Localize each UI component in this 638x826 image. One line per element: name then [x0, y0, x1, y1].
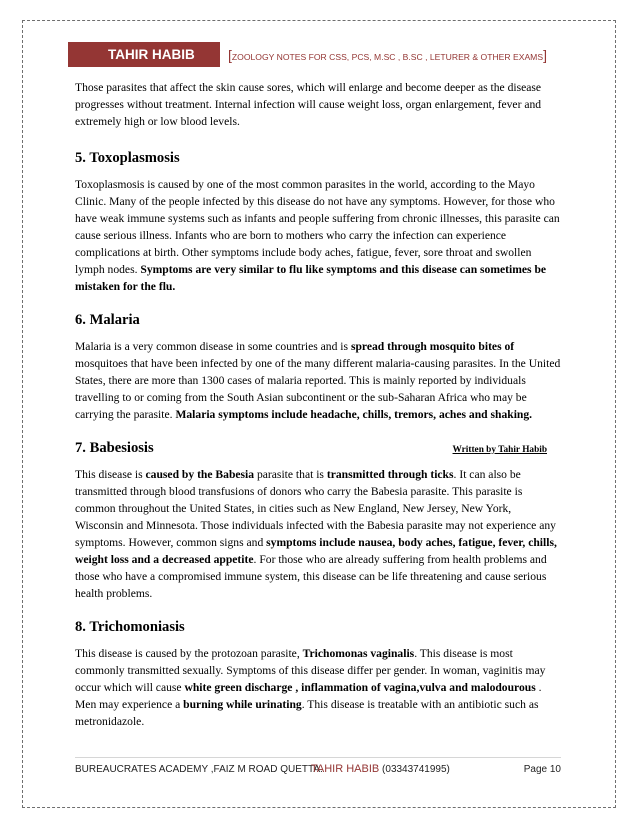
footer-contact: [311, 763, 450, 775]
bold-text-run: Trichomonas vaginalis: [302, 647, 415, 660]
bold-text-run: white green discharge , inflammation of vagina,vulva and malodourous: [184, 681, 536, 694]
document-body: [75, 79, 561, 730]
heading-row-babesiosis: [75, 438, 561, 458]
text-run: . This disease is most commonly transmitted sexually. Symptoms of this disease differ per gender. In woman, vaginitis may occur which will cause: [75, 647, 546, 694]
bold-text-run: symptoms include nausea, body aches, fatigue, fever, chills, weight loss and a decreased appetite: [75, 536, 557, 566]
text-run: parasite that is: [254, 468, 327, 481]
header-subtitle: [228, 47, 547, 63]
header-subtitle-text: ZOOLOGY NOTES FOR CSS, PCS, M.SC , B.SC , LETURER & OTHER EXAMS: [231, 51, 544, 62]
text-run: Toxoplasmosis is caused by one of the most common parasites in the world, according to the Mayo Clinic. Many of the people infected by this disease do not have any symptoms. However, for those who have weak immune systems such as infants and people suffering from chronic illnesses, this parasite can cause serious illness. Infants who are born to mothers who carry the infection can experience complications at birth. Other symptoms include body aches, fatigue, fever, sore throat and swollen lymph nodes.: [75, 178, 560, 276]
author-byline: Written by Tahir Habib: [452, 445, 547, 455]
paragraph-malaria: [75, 338, 561, 423]
heading-toxoplasmosis: 5. Toxoplasmosis: [75, 150, 180, 166]
bold-text-run: spread through mosquito bites of: [350, 340, 515, 353]
heading-trichomoniasis: 8. Trichomoniasis: [75, 619, 185, 635]
bold-text-run: caused by the Babesia: [145, 468, 255, 481]
header-close-bracket: ]: [543, 46, 547, 63]
page-number: Page 10: [523, 764, 561, 775]
text-run: . For those who are already suffering from health problems and those who have a compromised immune system, this disease can be life threatening and cause serious health problems.: [75, 553, 547, 600]
text-run: This disease is: [75, 468, 146, 481]
paragraph-toxoplasmosis: [75, 176, 561, 295]
text-run: mosquitoes that have been infected by one of the many different malaria-causing parasites. In the United States, there are more than 1300 cases of malaria reported. This is mainly reported by individuals travelling to or coming from the South Asian subcontinent or the sub-Saharan Africa who may be carrying the parasite.: [75, 357, 561, 421]
footer-author-name: TAHIR HABIB: [311, 763, 380, 775]
text-run: Malaria is a very common disease in some countries and is: [75, 340, 351, 353]
header-open-bracket: [: [228, 46, 232, 63]
bold-text-run: burning while urinating: [183, 698, 302, 711]
bold-text-run: Malaria symptoms include headache, chills, tremors, aches and shaking.: [175, 408, 533, 421]
bold-text-run: Symptoms are very similar to flu like symptoms and this disease can sometimes be mistaken for the flu.: [75, 263, 547, 293]
heading-babesiosis: 7. Babesiosis: [75, 440, 154, 456]
heading-malaria: 6. Malaria: [75, 312, 140, 328]
text-run: This disease is caused by the protozoan parasite,: [75, 647, 303, 660]
text-run: . It can also be transmitted through blood transfusions of donors who carry the Babesia parasite. This parasite is common throughout the United States, in cities such as New England, New Jersey, New York, Wisconsin and Minnesota. Those individuals infected with the Babesia parasite may not experience any symptoms. However, common signs and: [75, 468, 556, 549]
page-header: [68, 42, 547, 67]
bold-text-run: transmitted through ticks: [326, 468, 454, 481]
paragraph-babesiosis: [75, 466, 561, 602]
page-footer: [75, 757, 561, 778]
footer-academy: BUREAUCRATES ACADEMY ,FAIZ M ROAD QUETTA.: [75, 764, 323, 775]
header-author-name: TAHIR HABIB: [68, 42, 220, 67]
text-run: . This disease is treatable with an antibiotic such as metronidazole.: [75, 698, 539, 728]
text-run: . Men may experience a: [75, 681, 542, 711]
footer-phone: (03343741995): [382, 764, 450, 775]
paragraph-trichomoniasis: [75, 645, 561, 730]
intro-paragraph: Those parasites that affect the skin cause sores, which will enlarge and become deeper as the disease progresses without treatment. Internal infection will cause weight loss, organ enlargement, fever and extremely high or low blood levels.: [75, 81, 542, 128]
